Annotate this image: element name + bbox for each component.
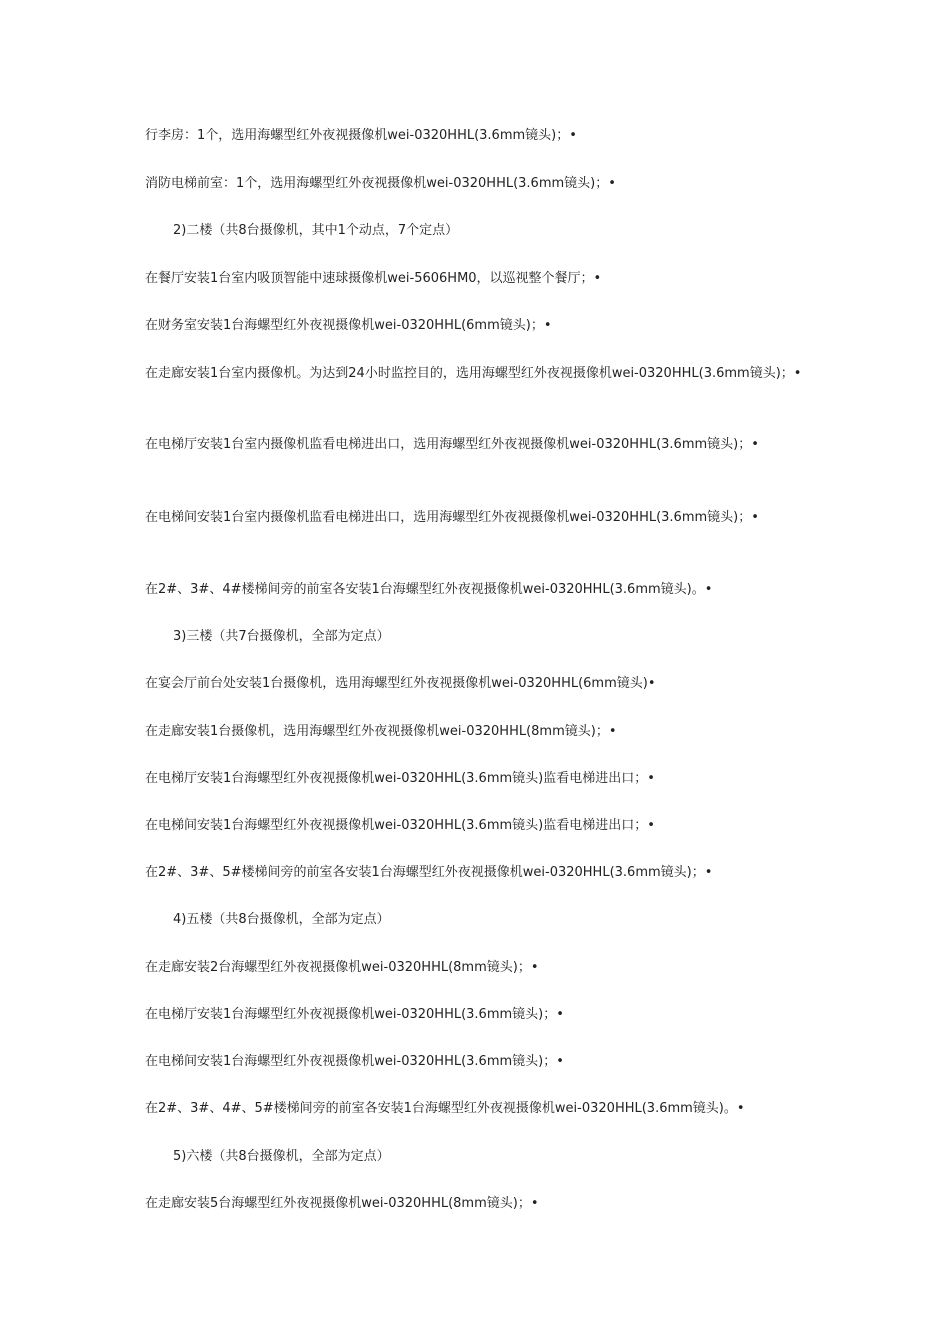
section-heading-floor-3: 3)三楼（共7台摄像机，全部为定点） [173,629,390,644]
paragraph-elevator-hall-floor-5: 在电梯厅安装1台海螺型红外夜视摄像机wei-0320HHL(3.6mm镜头)；• [145,1007,564,1022]
paragraph-stair-anterooms-floor-5: 在2#、3#、4#、5#楼梯间旁的前室各安装1台海螺型红外夜视摄像机wei-0320HHL(3.6mm镜头)。• [145,1101,745,1116]
paragraph-stair-anterooms-floor-3: 在2#、3#、5#楼梯间旁的前室各安装1台海螺型红外夜视摄像机wei-0320HHL(3.6mm镜头)；• [145,865,713,880]
paragraph-stair-anterooms-floor-2: 在2#、3#、4#楼梯间旁的前室各安装1台海螺型红外夜视摄像机wei-0320HHL(3.6mm镜头)。• [145,582,713,597]
paragraph-elevator-hall-floor-3: 在电梯厅安装1台海螺型红外夜视摄像机wei-0320HHL(3.6mm镜头)监看电梯进出口；• [145,771,655,786]
paragraph-corridor-floor-2: 在走廊安装1台室内摄像机。为达到24小时监控目的，选用海螺型红外夜视摄像机wei-0320HHL(3.6mm镜头)；• [145,366,802,381]
paragraph-luggage-room: 行李房：1个，选用海螺型红外夜视摄像机wei-0320HHL(3.6mm镜头)；• [145,128,577,143]
section-heading-floor-2: 2)二楼（共8台摄像机，其中1个动点，7个定点） [173,223,459,238]
paragraph-banquet-front-desk: 在宴会厅前台处安装1台摄像机，选用海螺型红外夜视摄像机wei-0320HHL(6mm镜头)• [145,676,656,691]
section-heading-floor-5: 4)五楼（共8台摄像机，全部为定点） [173,912,390,927]
paragraph-corridor-floor-6: 在走廊安装5台海螺型红外夜视摄像机wei-0320HHL(8mm镜头)；• [145,1196,539,1211]
paragraph-fire-elevator-lobby: 消防电梯前室：1个，选用海螺型红外夜视摄像机wei-0320HHL(3.6mm镜头)；• [145,176,616,191]
paragraph-elevator-hall-floor-2: 在电梯厅安装1台室内摄像机监看电梯进出口，选用海螺型红外夜视摄像机wei-0320HHL(3.6mm镜头)；• [145,437,759,452]
paragraph-elevator-room-floor-2: 在电梯间安装1台室内摄像机监看电梯进出口，选用海螺型红外夜视摄像机wei-0320HHL(3.6mm镜头)；• [145,510,759,525]
section-heading-floor-6: 5)六楼（共8台摄像机，全部为定点） [173,1149,390,1164]
paragraph-corridor-floor-5: 在走廊安装2台海螺型红外夜视摄像机wei-0320HHL(8mm镜头)；• [145,960,539,975]
paragraph-corridor-floor-3: 在走廊安装1台摄像机，选用海螺型红外夜视摄像机wei-0320HHL(8mm镜头)；• [145,724,617,739]
paragraph-finance-room: 在财务室安装1台海螺型红外夜视摄像机wei-0320HHL(6mm镜头)；• [145,318,552,333]
paragraph-elevator-room-floor-3: 在电梯间安装1台海螺型红外夜视摄像机wei-0320HHL(3.6mm镜头)监看电梯进出口；• [145,818,655,833]
paragraph-restaurant: 在餐厅安装1台室内吸顶智能中速球摄像机wei-5606HM0，以巡视整个餐厅；• [145,271,602,286]
paragraph-elevator-room-floor-5: 在电梯间安装1台海螺型红外夜视摄像机wei-0320HHL(3.6mm镜头)；• [145,1054,564,1069]
